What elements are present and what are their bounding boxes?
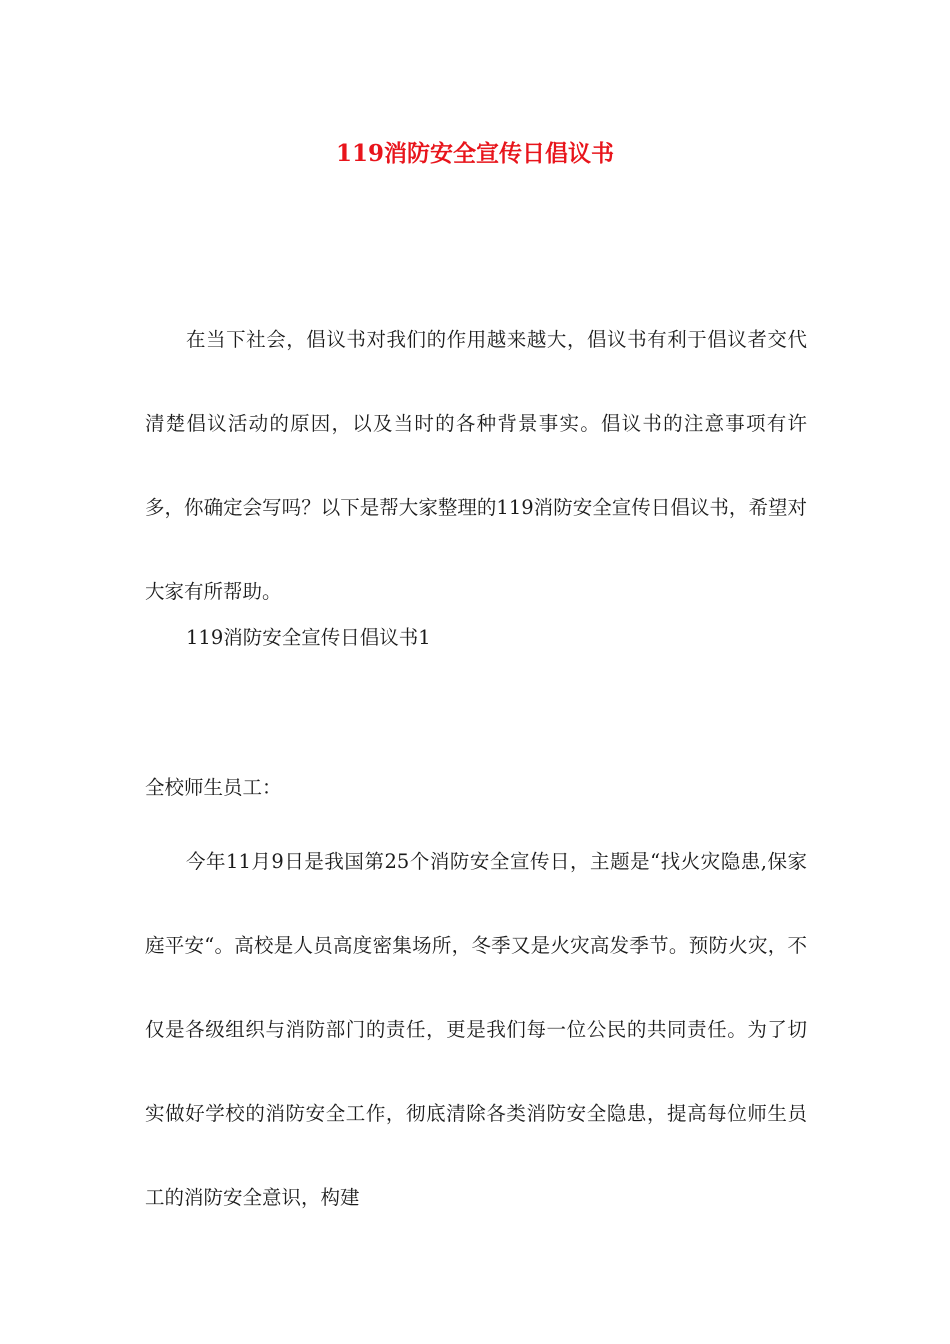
intro-paragraph: 在当下社会，倡议书对我们的作用越来越大，倡议书有利于倡议者交代清楚倡议活动的原因，以及当时的各种背景事实。倡议书的注意事项有许多，你确定会写吗？以下是帮大家整理的119消防安全宣传日倡议书，希望对大家有所帮助。 [145, 328, 807, 603]
main-paragraph: 今年11月9日是我国第25个消防安全宣传日，主题是“找火灾隐患,保家庭平安“。高校是人员高度密集场所，冬季又是火灾高发季节。预防火灾，不仅是各级组织与消防部门的责任，更是我们每一位公民的共同责任。为了切实做好学校的消防安全工作，彻底清除各类消防安全隐患，提高每位师生员工的消防安全意识，构建 [145, 850, 807, 1209]
document-title: 119消防安全宣传日倡议书 [335, 140, 614, 167]
salutation: 全校师生员工： [145, 776, 282, 799]
section-title: 119消防安全宣传日倡议书1 [186, 626, 431, 649]
